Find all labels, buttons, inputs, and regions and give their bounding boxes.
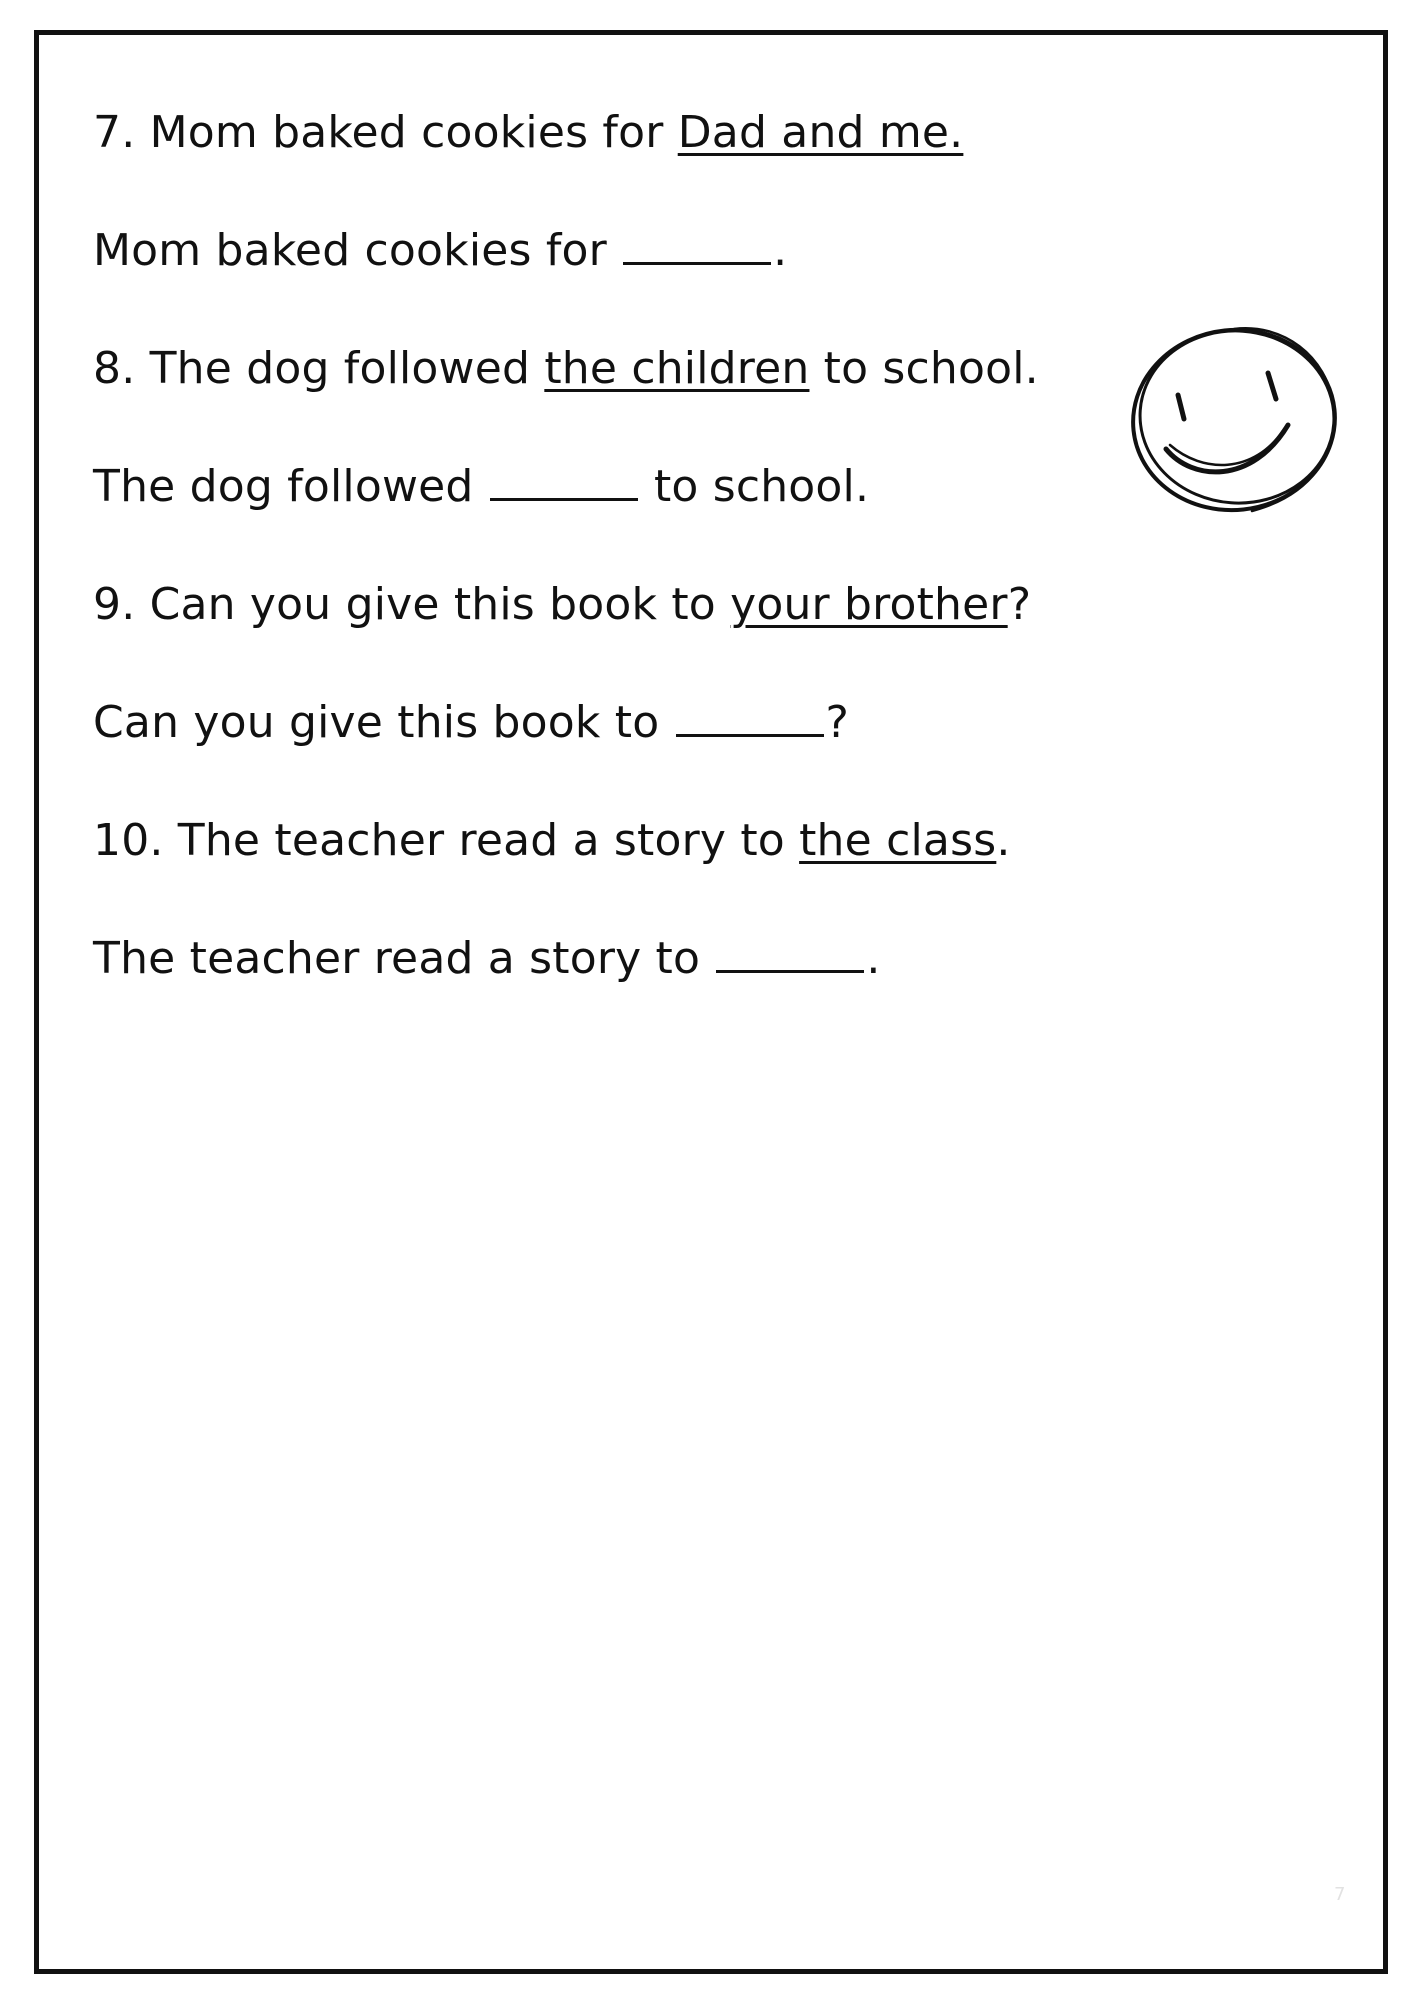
exercise-10-answer-blank[interactable] xyxy=(716,926,864,973)
exercise-9-sentence-after: ? xyxy=(1007,579,1032,630)
exercise-8-rewrite xyxy=(93,452,1039,570)
exercise-9-sentence-before: Can you give this book to xyxy=(149,579,716,630)
exercise-8-sentence xyxy=(93,334,1039,452)
exercise-9-sentence xyxy=(93,570,1039,688)
exercise-10-rewrite xyxy=(93,924,1039,1042)
exercise-7-rewrite-after: . xyxy=(773,225,788,276)
exercise-8-sentence-after: to school. xyxy=(823,343,1039,394)
exercise-7-rewrite-before: Mom baked cookies for xyxy=(93,225,607,276)
exercise-9-rewrite-before: Can you give this book to xyxy=(93,697,660,748)
exercise-9-rewrite xyxy=(93,688,1039,806)
exercise-8-underlined-phrase: the children xyxy=(544,343,810,394)
exercise-8-sentence-before: The dog followed xyxy=(149,343,531,394)
exercise-7-underlined-phrase: Dad and me. xyxy=(677,107,964,158)
exercise-7-sentence-before: Mom baked cookies for xyxy=(149,107,664,158)
exercise-10-underlined-phrase: the class xyxy=(799,815,997,866)
exercise-8-number: 8. xyxy=(93,343,136,394)
exercise-10-sentence-before: The teacher read a story to xyxy=(177,815,785,866)
exercise-7-number: 7. xyxy=(93,107,136,158)
exercise-9-answer-blank[interactable] xyxy=(676,690,824,737)
exercise-7-answer-blank[interactable] xyxy=(623,218,771,265)
exercise-9-number: 9. xyxy=(93,579,136,630)
smiley-face-icon xyxy=(1122,315,1352,525)
exercise-9-underlined-phrase: your brother xyxy=(730,579,1008,630)
exercise-8-rewrite-after: to school. xyxy=(653,461,870,512)
exercise-7-rewrite xyxy=(93,216,1039,334)
exercise-8-answer-blank[interactable] xyxy=(490,454,638,501)
exercise-7-sentence xyxy=(93,98,1039,216)
exercise-10-rewrite-before: The teacher read a story to xyxy=(93,933,701,984)
exercise-10-sentence-after: . xyxy=(996,815,1011,866)
page-number: 7 xyxy=(1334,1884,1346,1905)
exercise-10-rewrite-after: . xyxy=(866,933,881,984)
exercise-list xyxy=(93,98,1039,1042)
exercise-9-rewrite-after: ? xyxy=(825,697,850,748)
exercise-8-rewrite-before: The dog followed xyxy=(93,461,474,512)
exercise-10-number: 10. xyxy=(93,815,164,866)
exercise-10-sentence xyxy=(93,806,1039,924)
